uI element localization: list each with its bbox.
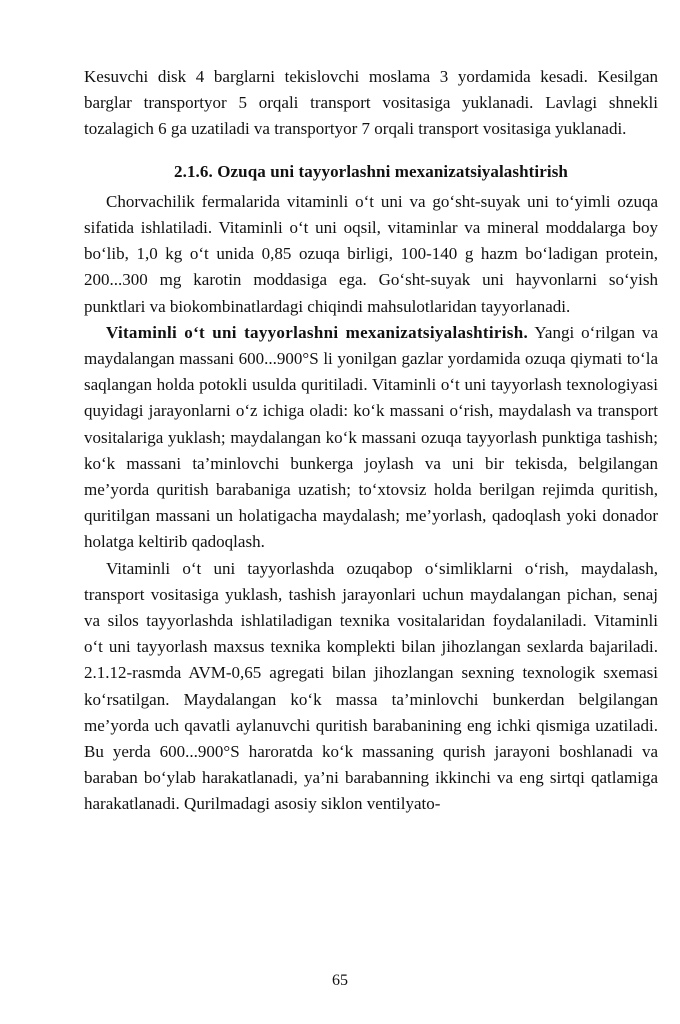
paragraph-intro: Kesuvchi disk 4 barglarni tekislovchi moslama 3 yordamida kesadi. Kesilgan barglar transportyor 5 orqali transport vositasiga yuklanadi. Lavlagi shnekli tozalagich 6 ga uzatiladi va transportyor 7 orqali transport vositasiga yuklanadi. [84,67,658,139]
section-heading: 2.1.6. Ozuqa uni tayyorlashni mexanizatsiyalashtirish [174,161,568,181]
page-number: 65 [332,972,348,989]
paragraph-mechanization [84,320,658,556]
paragraph-lead-bold: Vitaminli o‘t uni tayyorlashni mexanizatsiyalashtirish. [106,322,529,342]
page-content [84,64,658,818]
paragraph-mechanization-body: Yangi o‘rilgan va maydalangan massani 600...900°S li yonilgan gazlar yordamida ozuqa qiymati to‘la saqlangan holda potokli usulda quritiladi. Vitaminli o‘t uni tayyorlash texnologiyasi quyidagi jarayonlarni o‘z ichiga oladi: ko‘k massani o‘rish, maydalash va transport vositalariga yuklash; maydalangan ko‘k massani ozuqa tayyorlash punktiga tashish; ko‘k massani ta’minlovchi bunkerga joylash va uni bir tekisda, belgilangan me’yorda quritish barabaniga uzatish; to‘xtovsiz holda berilgan rejimda quritish, quritilgan massani un holatigacha maydalash; me’yorlash, qadoqlash yoki donador holatga keltirib qadoqlash. [84,322,658,552]
paragraph-overview: Chorvachilik fermalarida vitaminli o‘t uni va go‘sht-suyak uni to‘yimli ozuqa sifatida ishlatiladi. Vitaminli o‘t uni oqsil, vitaminlar va mineral moddalarga boy bo‘lib, 1,0 kg o‘t unida 0,85 ozuqa birligi, 100-140 g hazm bo‘ladigan protein, 200...300 mg karotin moddasiga ega. Go‘sht-suyak uni hayvonlarni so‘yish punktlari va biokombinatlardagi chiqindi mahsulotlaridan tayyorlanadi. [84,191,658,316]
paragraph-equipment: Vitaminli o‘t uni tayyorlashda ozuqabop o‘simliklarni o‘rish, maydalash, transport vositasiga yuklash, tashish jarayonlari uchun maydalangan pichan, senaj va silos tayyorlashda ishlatiladigan texnika vositalaridan foydalaniladi. Vitaminli o‘t uni tayyorlash maxsus texnika komplekti bilan jihozlangan sexlarda bajariladi. 2.1.12-rasmda AVM-0,65 agregati bilan jihozlangan sexning texnologik sxemasi ko‘rsatilgan. Maydalangan ko‘k massa ta’minlovchi bunkerdan belgilangan me’yorda uch qavatli aylanuvchi quritish barabanining eng ichki qismiga uzatiladi. Bu yerda 600...900°S haroratda ko‘k massaning qurish jarayoni boshlanadi va baraban bo‘ylab harakatlanadi, ya’ni barabanning ikkinchi va eng sirtqi qatlamiga harakatlanadi. Qurilmadagi asosiy siklon ventilyato- [84,558,658,814]
